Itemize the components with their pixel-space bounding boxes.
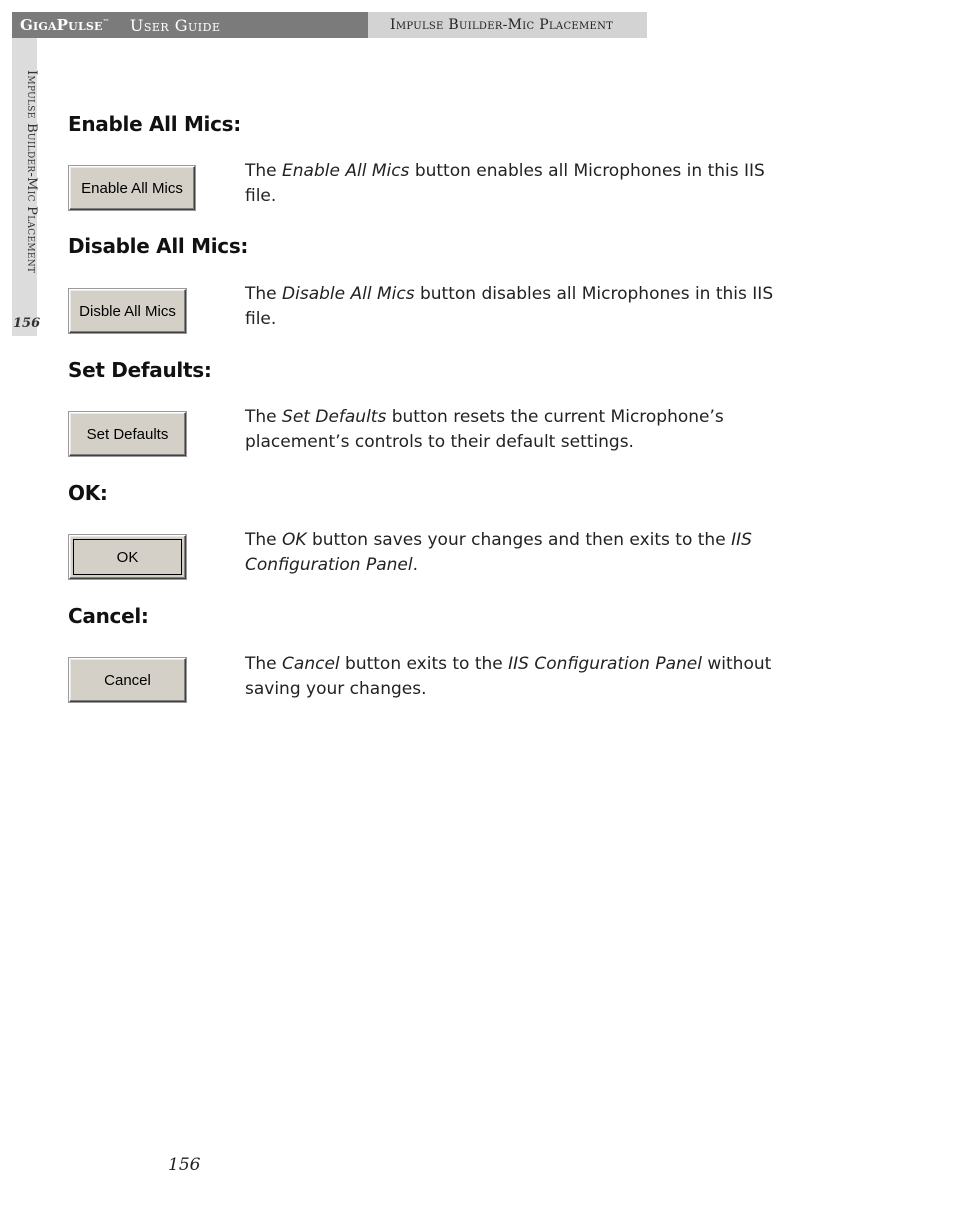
side-tab-label: Impulse Builder-Mic Placement — [24, 70, 39, 274]
header-right-bar — [368, 12, 647, 38]
cancel-button[interactable]: Cancel — [69, 658, 186, 702]
heading-disable-all-mics: Disable All Mics: — [68, 234, 249, 258]
section-title: Impulse Builder-Mic Placement — [390, 17, 614, 33]
disable-all-mics-button[interactable]: Disble All Mics — [69, 289, 186, 333]
guide-title: User Guide — [129, 15, 221, 35]
desc-disable-all-mics: The Disable All Mics button disables all Microphones in this IIS file. — [245, 284, 774, 329]
heading-enable-all-mics: Enable All Mics: — [68, 112, 241, 136]
header-left-bar — [12, 12, 368, 38]
desc-enable-all-mics: The Enable All Mics button enables all Microphones in this IIS file. — [245, 161, 765, 206]
desc-cancel: The Cancel button exits to the IIS Configuration Panel without saving your changes. — [245, 654, 772, 699]
desc-ok: The OK button saves your changes and then exits to the IIS Configuration Panel. — [245, 530, 752, 575]
heading-cancel: Cancel: — [68, 604, 149, 628]
ok-button[interactable]: OK — [69, 535, 186, 579]
enable-all-mics-button[interactable]: Enable All Mics — [69, 166, 195, 210]
side-tab-page-number: 156 — [13, 316, 41, 331]
heading-set-defaults: Set Defaults: — [68, 358, 212, 382]
desc-set-defaults: The Set Defaults button resets the current Microphone’s placement’s controls to their default settings. — [245, 407, 724, 452]
set-defaults-button[interactable]: Set Defaults — [69, 412, 186, 456]
footer-page-number: 156 — [168, 1155, 201, 1175]
heading-ok: OK: — [68, 481, 108, 505]
brand-name: GigaPulse™ — [20, 16, 110, 34]
